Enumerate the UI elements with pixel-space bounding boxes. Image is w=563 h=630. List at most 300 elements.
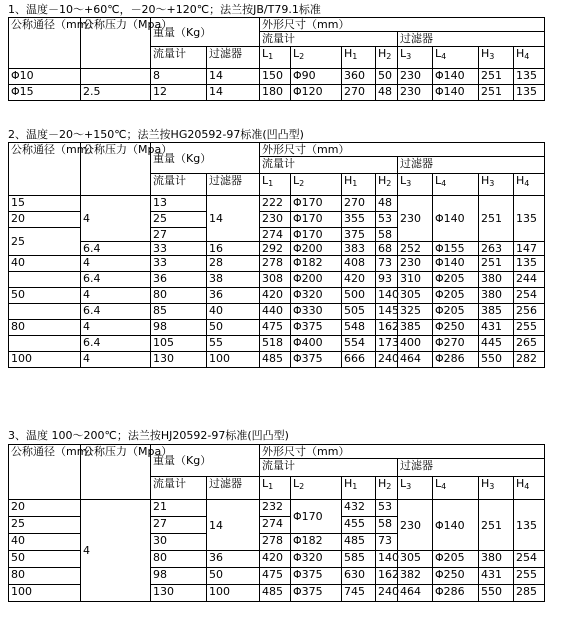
table-cell: 282 bbox=[514, 352, 545, 368]
table-cell: 20 bbox=[9, 500, 81, 517]
section3-table bbox=[8, 444, 545, 602]
section1-table bbox=[8, 17, 545, 101]
header-h4 bbox=[514, 174, 545, 196]
table-cell: 278 bbox=[260, 256, 291, 272]
table-cell: 278 bbox=[260, 534, 291, 551]
header-meter: 流量计 bbox=[260, 32, 398, 47]
table-cell: 130 bbox=[151, 352, 207, 368]
table-cell: 162 bbox=[376, 568, 398, 585]
table-cell: 135 bbox=[514, 500, 545, 551]
table-cell: 162 bbox=[376, 320, 398, 336]
table-cell: 251 bbox=[479, 256, 514, 272]
header-l3 bbox=[398, 174, 433, 196]
table-cell bbox=[9, 304, 81, 320]
table-cell: Φ140 bbox=[433, 69, 479, 85]
header-l4-letter: L bbox=[435, 477, 442, 490]
table-cell: 240 bbox=[376, 585, 398, 602]
header-l3-index: 3 bbox=[406, 482, 412, 491]
table-cell: Φ375 bbox=[291, 568, 342, 585]
header-l4 bbox=[433, 477, 479, 500]
table-cell: 6.4 bbox=[81, 242, 151, 256]
table-cell: Φ90 bbox=[291, 69, 342, 85]
table-cell: 80 bbox=[9, 568, 81, 585]
header-l1-index: 1 bbox=[268, 482, 274, 491]
table-row bbox=[9, 320, 545, 336]
table-cell: 255 bbox=[514, 568, 545, 585]
table-cell: 230 bbox=[260, 212, 291, 228]
header-meter: 流量计 bbox=[260, 157, 398, 174]
table-cell: 256 bbox=[514, 304, 545, 320]
table-cell: 105 bbox=[151, 336, 207, 352]
header-l2-letter: L bbox=[293, 477, 300, 490]
header-h3-index: 3 bbox=[489, 482, 495, 491]
table-cell: 100 bbox=[207, 585, 260, 602]
table-cell: 445 bbox=[479, 336, 514, 352]
table-cell: 400 bbox=[398, 336, 433, 352]
header-h4 bbox=[514, 47, 545, 69]
header-l4 bbox=[433, 174, 479, 196]
header-filter: 过滤器 bbox=[398, 157, 545, 174]
table-row bbox=[9, 500, 545, 517]
table-cell: 222 bbox=[260, 196, 291, 212]
table-cell: 28 bbox=[207, 256, 260, 272]
header-dimensions: 外形尺寸（mm） bbox=[260, 18, 545, 32]
table-cell: 33 bbox=[151, 256, 207, 272]
header-weight-filter: 过滤器 bbox=[207, 477, 260, 500]
header-l3-index: 3 bbox=[406, 179, 412, 188]
table-cell: 58 bbox=[376, 517, 398, 534]
header-h4 bbox=[514, 477, 545, 500]
table-cell: Φ400 bbox=[291, 336, 342, 352]
header-dn: 公称通径（mm） bbox=[9, 143, 81, 196]
header-l3-letter: L bbox=[400, 47, 407, 60]
table-cell: 4 bbox=[81, 352, 151, 368]
table-cell: 4 bbox=[81, 196, 151, 242]
table-cell: Φ320 bbox=[291, 288, 342, 304]
table-cell: 440 bbox=[260, 304, 291, 320]
table-cell: 431 bbox=[479, 320, 514, 336]
table-cell: 548 bbox=[342, 320, 376, 336]
table-cell: Φ120 bbox=[291, 85, 342, 101]
header-weight-filter: 过滤器 bbox=[207, 47, 260, 69]
table-cell: Φ182 bbox=[291, 534, 342, 551]
header-h2 bbox=[376, 477, 398, 500]
header-l1-index: 1 bbox=[268, 52, 274, 61]
table-cell: Φ170 bbox=[291, 500, 342, 534]
table-cell: 230 bbox=[398, 69, 433, 85]
header-h2-index: 2 bbox=[386, 482, 392, 491]
table-cell: 33 bbox=[151, 242, 207, 256]
table-cell: 485 bbox=[260, 352, 291, 368]
table-cell: 21 bbox=[151, 500, 207, 517]
header-l2-index: 2 bbox=[299, 52, 305, 61]
header-h1-index: 1 bbox=[352, 179, 358, 188]
header-h2-index: 2 bbox=[386, 179, 392, 188]
table-cell: Φ205 bbox=[433, 272, 479, 288]
table-cell: 4 bbox=[81, 500, 151, 602]
header-h3 bbox=[479, 174, 514, 196]
header-h3-letter: H bbox=[481, 47, 490, 60]
table-row bbox=[9, 242, 545, 256]
table-cell: 666 bbox=[342, 352, 376, 368]
table-cell: 40 bbox=[9, 256, 81, 272]
header-h3-index: 3 bbox=[489, 179, 495, 188]
table-cell: 554 bbox=[342, 336, 376, 352]
table-cell: 6.4 bbox=[81, 304, 151, 320]
header-weight-meter: 流量计 bbox=[151, 174, 207, 196]
table-cell: 240 bbox=[376, 352, 398, 368]
header-weight-filter: 过滤器 bbox=[207, 174, 260, 196]
header-filter: 过滤器 bbox=[398, 459, 545, 477]
table-cell: 80 bbox=[151, 551, 207, 568]
table-cell: 50 bbox=[207, 320, 260, 336]
table-cell: 263 bbox=[479, 242, 514, 256]
header-l1 bbox=[260, 47, 291, 69]
table-cell: 4 bbox=[81, 320, 151, 336]
section1-caption: 1、温度－10～+60℃，－20～+120℃；法兰按JB/T79.1标准 bbox=[8, 3, 321, 16]
table-cell: 630 bbox=[342, 568, 376, 585]
header-h3-letter: H bbox=[481, 477, 490, 490]
table-cell: 251 bbox=[479, 85, 514, 101]
table-cell: 230 bbox=[398, 500, 433, 551]
table-cell: 130 bbox=[151, 585, 207, 602]
table-cell: 274 bbox=[260, 228, 291, 242]
table-cell: 48 bbox=[376, 85, 398, 101]
table-cell: 135 bbox=[514, 69, 545, 85]
table-cell: 6.4 bbox=[81, 336, 151, 352]
table-cell: Φ170 bbox=[291, 196, 342, 212]
table-cell: 55 bbox=[207, 336, 260, 352]
header-h2-letter: H bbox=[378, 477, 387, 490]
table-cell: Φ170 bbox=[291, 212, 342, 228]
header-l3-letter: L bbox=[400, 477, 407, 490]
table-cell: 27 bbox=[151, 228, 207, 242]
table-row bbox=[9, 336, 545, 352]
header-dn: 公称通径（mm） bbox=[9, 18, 81, 69]
header-weight: 重量（Kg） bbox=[151, 143, 260, 174]
section2-caption: 2、温度－20～+150℃；法兰按HG20592-97标准(凹凸型) bbox=[8, 128, 304, 141]
table-cell: 485 bbox=[260, 585, 291, 602]
table-cell: Φ250 bbox=[433, 568, 479, 585]
table-cell: Φ15 bbox=[9, 85, 81, 101]
table-cell: 380 bbox=[479, 288, 514, 304]
table-cell: 135 bbox=[514, 85, 545, 101]
table-cell: 8 bbox=[151, 69, 207, 85]
table-cell: Φ10 bbox=[9, 69, 81, 85]
header-pn: 公称压力（Mpa） bbox=[81, 18, 151, 69]
table-cell: Φ205 bbox=[433, 551, 479, 568]
table-cell: 550 bbox=[479, 352, 514, 368]
table-cell: Φ286 bbox=[433, 352, 479, 368]
table-cell: Φ140 bbox=[433, 500, 479, 551]
table-cell: 140 bbox=[376, 551, 398, 568]
table-cell: 93 bbox=[376, 272, 398, 288]
table-cell: 135 bbox=[514, 196, 545, 242]
header-h4-index: 4 bbox=[524, 52, 530, 61]
header-dimensions: 外形尺寸（mm） bbox=[260, 143, 545, 157]
table-cell: 50 bbox=[207, 568, 260, 585]
table-cell: 355 bbox=[342, 212, 376, 228]
header-pn: 公称压力（Mpa） bbox=[81, 445, 151, 500]
table-cell: 50 bbox=[376, 69, 398, 85]
table-cell: 550 bbox=[479, 585, 514, 602]
table-cell: Φ170 bbox=[291, 228, 342, 242]
table-cell: 27 bbox=[151, 517, 207, 534]
table-row bbox=[9, 85, 545, 101]
header-l4 bbox=[433, 47, 479, 69]
table-cell: 85 bbox=[151, 304, 207, 320]
header-l1 bbox=[260, 477, 291, 500]
header-l2 bbox=[291, 47, 342, 69]
table-cell: 6.4 bbox=[81, 272, 151, 288]
table-cell: 73 bbox=[376, 534, 398, 551]
header-dn: 公称通径（mm） bbox=[9, 445, 81, 500]
header-h1 bbox=[342, 47, 376, 69]
table-cell: 230 bbox=[398, 196, 433, 242]
table-row bbox=[9, 196, 545, 212]
table-row bbox=[9, 256, 545, 272]
table-cell: 252 bbox=[398, 242, 433, 256]
table-cell: 285 bbox=[514, 585, 545, 602]
table-cell: 385 bbox=[479, 304, 514, 320]
header-l4-index: 4 bbox=[441, 52, 447, 61]
table-cell: 147 bbox=[514, 242, 545, 256]
table-cell: Φ200 bbox=[291, 242, 342, 256]
table-cell: 310 bbox=[398, 272, 433, 288]
table-row bbox=[9, 288, 545, 304]
table-cell: 140 bbox=[376, 288, 398, 304]
table-cell: Φ375 bbox=[291, 320, 342, 336]
table-row bbox=[9, 304, 545, 320]
table-cell: 4 bbox=[81, 288, 151, 304]
table-cell: 518 bbox=[260, 336, 291, 352]
header-h4-letter: H bbox=[516, 477, 525, 490]
table-cell: 325 bbox=[398, 304, 433, 320]
table-cell: 232 bbox=[260, 500, 291, 517]
header-l2-index: 2 bbox=[299, 482, 305, 491]
header-l3-letter: L bbox=[400, 174, 407, 187]
table-cell: 475 bbox=[260, 320, 291, 336]
header-l1-index: 1 bbox=[268, 179, 274, 188]
header-l3-index: 3 bbox=[406, 52, 412, 61]
table-cell: 16 bbox=[207, 242, 260, 256]
header-l2 bbox=[291, 477, 342, 500]
table-cell: 420 bbox=[260, 288, 291, 304]
table-cell: 375 bbox=[342, 228, 376, 242]
table-cell: 145 bbox=[376, 304, 398, 320]
table-cell: 38 bbox=[207, 272, 260, 288]
table-cell: 36 bbox=[207, 551, 260, 568]
table-cell: 274 bbox=[260, 517, 291, 534]
table-cell: 48 bbox=[376, 196, 398, 212]
table-cell: Φ205 bbox=[433, 288, 479, 304]
table-cell: Φ250 bbox=[433, 320, 479, 336]
header-l1-letter: L bbox=[262, 47, 269, 60]
header-h2-index: 2 bbox=[386, 52, 392, 61]
table-cell: 432 bbox=[342, 500, 376, 517]
table-cell: 14 bbox=[207, 196, 260, 242]
table-cell: 100 bbox=[207, 352, 260, 368]
table-cell: 254 bbox=[514, 551, 545, 568]
table-cell: 230 bbox=[398, 85, 433, 101]
table-cell: 585 bbox=[342, 551, 376, 568]
table-cell bbox=[9, 272, 81, 288]
table-cell: 100 bbox=[9, 585, 81, 602]
table-cell: 385 bbox=[398, 320, 433, 336]
table-cell: 4 bbox=[81, 256, 151, 272]
table-cell: Φ182 bbox=[291, 256, 342, 272]
header-h1-letter: H bbox=[344, 174, 353, 187]
table-cell: 135 bbox=[514, 256, 545, 272]
header-h4-letter: H bbox=[516, 174, 525, 187]
section3-caption: 3、温度 100～200℃；法兰按HJ20592-97标准(凹凸型) bbox=[8, 429, 289, 442]
header-h3-letter: H bbox=[481, 174, 490, 187]
table-cell: 58 bbox=[376, 228, 398, 242]
table-cell: 380 bbox=[479, 272, 514, 288]
header-h2-letter: H bbox=[378, 47, 387, 60]
table-cell: 431 bbox=[479, 568, 514, 585]
header-h1-letter: H bbox=[344, 477, 353, 490]
table-cell: 485 bbox=[342, 534, 376, 551]
table-cell bbox=[81, 69, 151, 85]
header-h3 bbox=[479, 477, 514, 500]
header-l1-letter: L bbox=[262, 174, 269, 187]
table-cell: 2.5 bbox=[81, 85, 151, 101]
header-l2 bbox=[291, 174, 342, 196]
header-l4-index: 4 bbox=[441, 482, 447, 491]
table-cell: 25 bbox=[151, 212, 207, 228]
header-meter: 流量计 bbox=[260, 459, 398, 477]
table-cell: 100 bbox=[9, 352, 81, 368]
header-h4-index: 4 bbox=[524, 482, 530, 491]
table-cell: 14 bbox=[207, 85, 260, 101]
header-l2-letter: L bbox=[293, 174, 300, 187]
table-row bbox=[9, 272, 545, 288]
header-h1-letter: H bbox=[344, 47, 353, 60]
table-cell: Φ320 bbox=[291, 551, 342, 568]
header-h2-letter: H bbox=[378, 174, 387, 187]
table-cell bbox=[9, 336, 81, 352]
table-cell: 150 bbox=[260, 69, 291, 85]
table-cell: 500 bbox=[342, 288, 376, 304]
table-cell: 270 bbox=[342, 85, 376, 101]
table-cell: Φ200 bbox=[291, 272, 342, 288]
table-cell: 25 bbox=[9, 228, 81, 256]
header-dimensions: 外形尺寸（mm） bbox=[260, 445, 545, 459]
header-h4-index: 4 bbox=[524, 179, 530, 188]
table-cell: 251 bbox=[479, 69, 514, 85]
table-cell: 20 bbox=[9, 212, 81, 228]
header-l2-index: 2 bbox=[299, 179, 305, 188]
table-cell: 98 bbox=[151, 320, 207, 336]
header-l4-letter: L bbox=[435, 174, 442, 187]
header-filter: 过滤器 bbox=[398, 32, 545, 47]
table-cell: 13 bbox=[151, 196, 207, 212]
table-cell: 12 bbox=[151, 85, 207, 101]
table-cell: 505 bbox=[342, 304, 376, 320]
table-cell: 173 bbox=[376, 336, 398, 352]
header-weight-meter: 流量计 bbox=[151, 47, 207, 69]
header-h3-index: 3 bbox=[489, 52, 495, 61]
table-cell: Φ140 bbox=[433, 256, 479, 272]
table-cell: 80 bbox=[151, 288, 207, 304]
header-h1 bbox=[342, 477, 376, 500]
table-cell: 455 bbox=[342, 517, 376, 534]
table-cell: 382 bbox=[398, 568, 433, 585]
table-cell: Φ155 bbox=[433, 242, 479, 256]
table-cell: 14 bbox=[207, 69, 260, 85]
header-h1 bbox=[342, 174, 376, 196]
table-cell: 420 bbox=[342, 272, 376, 288]
header-l4-index: 4 bbox=[441, 179, 447, 188]
table-cell: Φ140 bbox=[433, 85, 479, 101]
table-cell: Φ375 bbox=[291, 585, 342, 602]
table-cell: 408 bbox=[342, 256, 376, 272]
table-cell: Φ270 bbox=[433, 336, 479, 352]
table-cell: 73 bbox=[376, 256, 398, 272]
header-l2-letter: L bbox=[293, 47, 300, 60]
table-cell: 255 bbox=[514, 320, 545, 336]
table-cell: 380 bbox=[479, 551, 514, 568]
table-cell: 305 bbox=[398, 551, 433, 568]
header-l1 bbox=[260, 174, 291, 196]
header-h1-index: 1 bbox=[352, 52, 358, 61]
table-cell: 68 bbox=[376, 242, 398, 256]
table-cell: 265 bbox=[514, 336, 545, 352]
table-cell: 244 bbox=[514, 272, 545, 288]
header-h4-letter: H bbox=[516, 47, 525, 60]
table-cell: Φ375 bbox=[291, 352, 342, 368]
table-cell: 36 bbox=[207, 288, 260, 304]
table-cell: 254 bbox=[514, 288, 545, 304]
header-l1-letter: L bbox=[262, 477, 269, 490]
header-l3 bbox=[398, 477, 433, 500]
header-h2 bbox=[376, 174, 398, 196]
table-cell: 180 bbox=[260, 85, 291, 101]
table-row bbox=[9, 69, 545, 85]
table-cell: 25 bbox=[9, 517, 81, 534]
header-h3 bbox=[479, 47, 514, 69]
table-cell: 40 bbox=[9, 534, 81, 551]
table-cell: Φ205 bbox=[433, 304, 479, 320]
table-cell: 80 bbox=[9, 320, 81, 336]
table-cell: 230 bbox=[398, 256, 433, 272]
table-cell: 14 bbox=[207, 500, 260, 551]
table-cell: 383 bbox=[342, 242, 376, 256]
table-cell: 251 bbox=[479, 500, 514, 551]
table-cell: 360 bbox=[342, 69, 376, 85]
table-cell: 420 bbox=[260, 551, 291, 568]
table-cell: 40 bbox=[207, 304, 260, 320]
table-cell: 36 bbox=[151, 272, 207, 288]
header-l3 bbox=[398, 47, 433, 69]
table-cell: Φ330 bbox=[291, 304, 342, 320]
table-cell: 251 bbox=[479, 196, 514, 242]
table-cell: 745 bbox=[342, 585, 376, 602]
table-cell: 15 bbox=[9, 196, 81, 212]
header-pn: 公称压力（Mpa） bbox=[81, 143, 151, 196]
table-cell: Φ140 bbox=[433, 196, 479, 242]
table-cell: 53 bbox=[376, 500, 398, 517]
header-l4-letter: L bbox=[435, 47, 442, 60]
header-h2 bbox=[376, 47, 398, 69]
table-cell: 292 bbox=[260, 242, 291, 256]
table-cell: 50 bbox=[9, 551, 81, 568]
header-h1-index: 1 bbox=[352, 482, 358, 491]
table-cell: 30 bbox=[151, 534, 207, 551]
table-cell: 50 bbox=[9, 288, 81, 304]
header-weight-meter: 流量计 bbox=[151, 477, 207, 500]
